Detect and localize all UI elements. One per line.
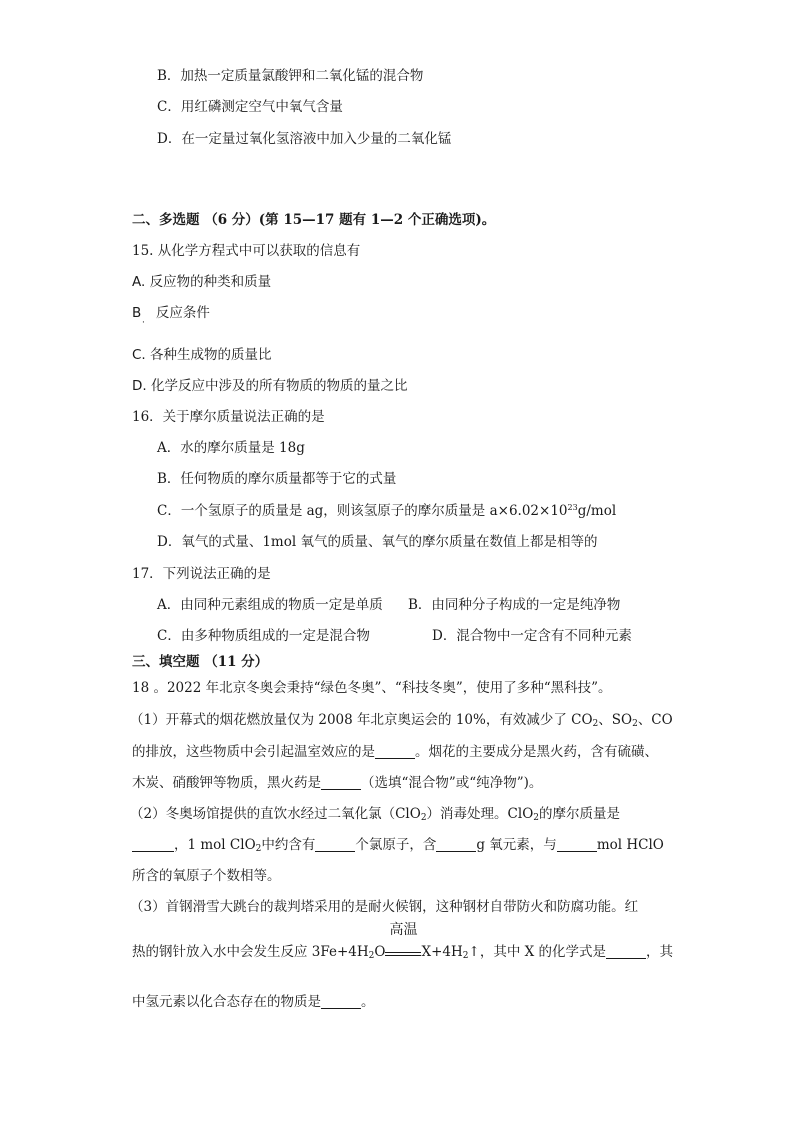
q16-option-c-text: C．一个氢原子的质量是 ag，则该氢原子的摩尔质量是 a×6.02×10 [157,503,568,519]
q18-part1-line1 [130,710,673,730]
equals-line [385,955,421,956]
q18-part2-text: ，1 mol ClO [174,837,256,853]
q16-option-d: D．氧气的式量、1mol 氧气的质量、氧气的摩尔质量在数值上都是相等的 [157,534,598,550]
answer-blank[interactable] [321,775,361,790]
q15-option-d: D. 化学反应中涉及的所有物质的物质的量之比 [132,378,408,394]
q18-part1-text: 、CO [637,712,673,728]
q16-option-c [157,501,616,521]
q16-option-b: B．任何物质的摩尔质量都等于它的式量 [157,471,397,487]
q18-part3-text: 。 [361,994,375,1010]
q15-option-b-text: 反应条件 [155,305,210,321]
answer-blank[interactable] [132,837,174,852]
q18-part3-text: X+4H [421,944,463,960]
q17-row-ab [157,595,637,615]
q18-part3-line3 [132,992,375,1012]
subscript: 2 [462,951,469,961]
q18-part1-text: （1）开幕式的烟花燃放量仅为 2008 年北京奥运会的 10%，有效减少了 CO [130,712,593,728]
q17-stem: 17．下列说法正确的是 [132,566,271,582]
subscript: 2 [533,813,539,823]
q14-option-c: C．用红磷测定空气中氧气含量 [157,99,343,115]
q18-part1-line3 [132,773,542,793]
q18-stem: 18 。2022 年北京冬奥会秉持“绿色冬奥”、“科技冬奥”，使用了多种“黑科技”。 [132,680,612,696]
q18-part2-line1 [130,804,620,824]
equals-line [385,952,421,953]
q18-part2-text: （2）冬奥场馆提供的直饮水经过二氧化氯（ClO [130,806,421,822]
section3-title: 三、填空题 （11 分） [132,654,269,670]
subscript: 2 [255,844,262,854]
q18-part3-text: 热的钢针放入水中会发生反应 3Fe+4H [132,944,369,960]
q15-option-c: C. 各种生成物的质量比 [132,347,272,363]
q18-part1-text: 木炭、硝酸钾等物质，黑火药是 [132,775,321,791]
q18-part2-line2 [132,835,664,855]
q17-option-c: C．由多种物质组成的一定是混合物 [157,628,370,644]
q18-part2-text: g 氧元素，与 [476,837,557,853]
answer-blank[interactable] [436,837,476,852]
q18-part2-text: 个氯原子，含 [355,837,437,853]
reaction-condition: 高温 [389,922,418,938]
subscript: 2 [632,719,638,729]
answer-blank[interactable] [315,837,355,852]
q18-part3-line1: （3）首钢滑雪大跳台的裁判塔采用的是耐火候钢，这种钢材自带防火和防腐功能。红 [130,899,639,915]
q18-part3-text: ↑，其中 X 的化学式是 [468,944,607,960]
answer-blank[interactable] [375,744,415,759]
q16-stem: 16．关于摩尔质量说法正确的是 [132,409,325,425]
q18-part1-text: （选填“混合物”或“纯净物”)。 [361,775,543,791]
q16-option-a: A．水的摩尔质量是 18g [157,440,305,456]
q18-part3-text: 中氢元素以化合态存在的物质是 [132,994,321,1010]
q18-part2-text: 中约含有 [261,837,316,853]
q18-part3-text: ，其 [646,944,674,960]
q18-part1-text: 、SO [598,712,633,728]
reaction-equals-sign [385,922,421,962]
q16-option-c-unit: g/mol [577,503,617,519]
q18-part3-line2 [132,922,674,962]
q18-part2-text: ）消毒处理。ClO [426,806,534,822]
q18-part3-text: O [374,944,386,960]
q14-option-d: D．在一定量过氧化氢溶液中加入少量的二氧化锰 [157,131,452,147]
q17-option-b: B．由同种分子构成的一定是纯净物 [408,597,621,613]
q18-part1-text: 的排放，这些物质中会引起温室效应的是 [132,744,375,760]
q18-part1-line2 [132,742,658,762]
q15-option-b-letter: B [132,305,142,321]
section2-title: 二、多选题 （6 分）(第 15—17 题有 1—2 个正确选项)。 [132,212,496,228]
answer-blank[interactable] [606,944,646,959]
stray-dot: · [142,318,145,328]
q18-part2-text: mol HClO [596,837,664,853]
q18-part2-line3: 所含的氧原子个数相等。 [132,868,281,884]
q15-option-a: A. 反应物的种类和质量 [132,274,272,290]
answer-blank[interactable] [557,837,597,852]
q17-option-a: A．由同种元素组成的物质一定是单质 [157,597,383,613]
q18-part2-text: 的摩尔质量是 [539,806,620,822]
q16-option-c-exponent: 23 [567,503,578,512]
subscript: 2 [368,951,375,961]
q15-stem: 15. 从化学方程式中可以获取的信息有 [132,243,361,259]
subscript: 2 [592,719,599,729]
answer-blank[interactable] [321,994,361,1009]
subscript: 2 [420,813,427,823]
q18-part1-text: 。烟花的主要成分是黑火药，含有硫磺、 [415,744,658,760]
q17-option-d: D．混合物中一定含有不同种元素 [432,628,632,644]
q14-option-b: B．加热一定质量氯酸钾和二氧化锰的混合物 [157,68,424,84]
q17-row-cd [157,626,637,646]
